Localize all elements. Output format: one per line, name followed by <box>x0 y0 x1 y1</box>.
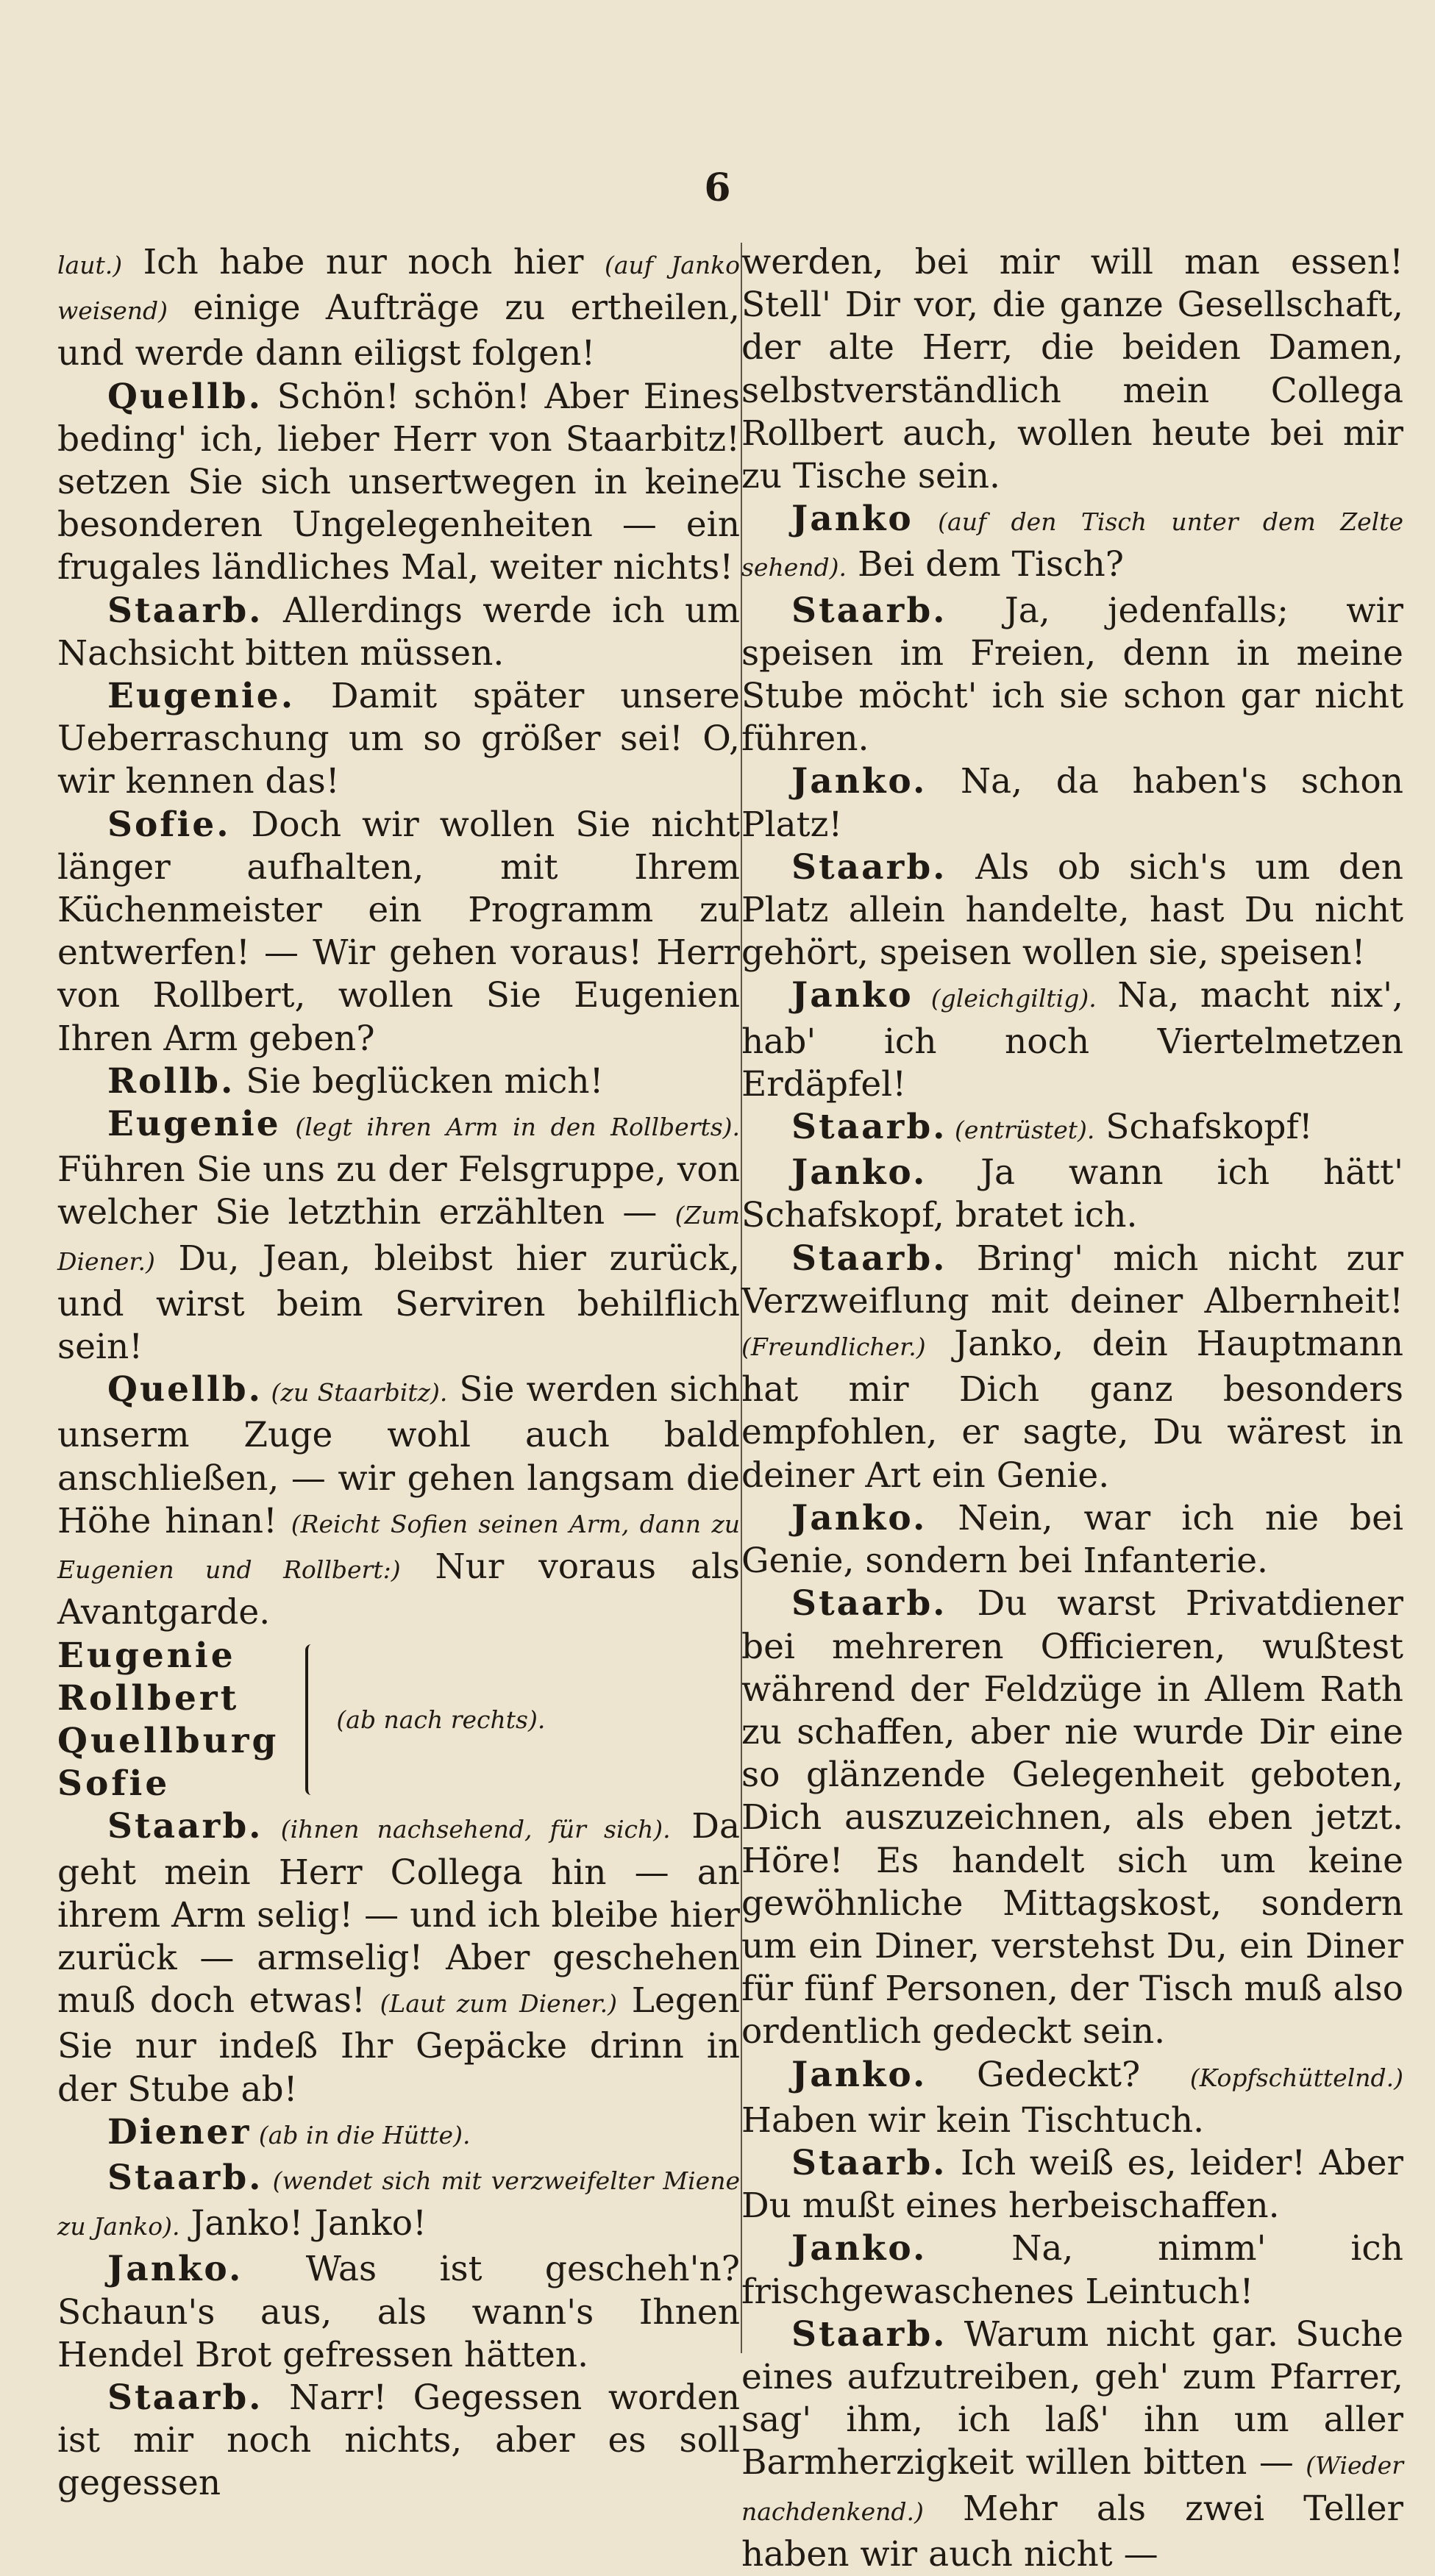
stage-direction: (ihnen nachsehend, für sich). <box>263 1815 671 1844</box>
stage-direction: (auf den Tisch unter dem Zelte sehend). <box>741 507 1403 582</box>
speaker-name: Staarb. <box>107 2377 263 2418</box>
stage-direction: (wendet sich mit verzweifelter Miene zu Janko). <box>57 2166 740 2241</box>
dialogue-paragraph <box>57 1103 740 1369</box>
dialogue-paragraph <box>741 241 1403 498</box>
speaker-name: Janko <box>791 975 914 1016</box>
stage-direction: (legt ihren Arm in den Rollberts). <box>280 1113 740 1142</box>
dialogue-text: Ich habe nur noch hier <box>122 242 605 282</box>
dialogue-text: Sie werden sich unserm Zuge wohl auch bald anschließen, — wir gehen langsam die Höhe hinan! <box>57 1369 740 1541</box>
speaker-name: Staarb. <box>791 1107 947 1148</box>
speaker-name: Eugenie <box>107 1104 281 1145</box>
dialogue-text: Damit später unsere Ueberraschung um so größer sei! O, wir kennen das! <box>57 676 740 802</box>
dialogue-text: Allerdings werde ich um Nachsicht bitten müssen. <box>57 590 740 674</box>
dialogue-paragraph <box>57 2111 740 2157</box>
speaker-name: Staarb. <box>107 590 263 631</box>
speaker-name: Quellb. <box>107 376 263 417</box>
dialogue-text: Du warst Privatdiener bei mehreren Officieren, wußtest während der Feldzüge in Allem Rath zu schaffen, aber nie wurde Dir eine so glänzende Gelegenheit geboten, Dich auszuzeichnen, als eben jetzt. Höre! Es handelt sich um keine gewöhnliche Mittagskost, sondern um ein Diner, verstehst Du, ein Diner für fünf Personen, der Tisch muß also ordentlich gedeckt sein. <box>741 1583 1403 2052</box>
dialogue-paragraph <box>741 760 1403 846</box>
dialogue-text: Nur voraus als Avantgarde. <box>57 1546 740 1633</box>
speaker-name: Rollb. <box>107 1060 235 1102</box>
cast-name: Sofie <box>57 1763 171 1805</box>
dialogue-paragraph <box>741 2227 1403 2313</box>
stage-direction: laut.) <box>57 251 123 279</box>
speaker-name: Staarb. <box>107 1806 263 1847</box>
speaker-name: Quellb. <box>107 1369 263 1410</box>
speaker-name: Janko. <box>791 2054 927 2095</box>
speaker-name: Staarb. <box>791 1238 947 1279</box>
dialogue-text: Haben wir kein Tischtuch. <box>741 2099 1205 2141</box>
exit-cast-list <box>57 1635 740 1806</box>
dialogue-text: Nein, war ich nie bei Genie, sondern bei Infanterie. <box>741 1497 1403 1582</box>
dialogue-text: Na, nimm' ich frischgewaschenes Leintuch! <box>741 2228 1403 2312</box>
dialogue-text: Führen Sie uns zu der Felsgruppe, von welcher Sie letzthin erzählten — <box>57 1149 740 1233</box>
dialogue-paragraph <box>57 2157 740 2248</box>
stage-direction: (ab in die Hütte). <box>251 2120 471 2149</box>
dialogue-text: Gedeckt? <box>927 2054 1190 2095</box>
dialogue-text: Warum nicht gar. Suche eines aufzutreiben, geh' zum Pfarrer, sag' ihm, ich laß' ihn um aller Barmherzigkeit willen bitten — <box>741 2313 1403 2483</box>
dialogue-paragraph <box>57 1369 740 1634</box>
dialogue-paragraph <box>741 2313 1403 2576</box>
speaker-name: Staarb. <box>791 1583 947 1624</box>
dialogue-paragraph <box>741 1238 1403 1497</box>
dialogue-text: Legen Sie nur indeß Ihr Gepäcke drinn in der Stube ab! <box>57 1980 740 2110</box>
dialogue-text: Schafskopf! <box>1094 1107 1313 1148</box>
dialogue-text: werden, bei mir will man essen! Stell' Dir vor, die ganze Gesellschaft, der alte Herr, die beiden Damen, selbstverständlich mein Collega Rollbert auch, wollen heute bei mir zu Tische sein. <box>741 242 1403 497</box>
dialogue-paragraph <box>57 2248 740 2377</box>
dialogue-paragraph <box>741 2054 1403 2142</box>
dialogue-text: Doch wir wollen Sie nicht länger aufhalten, mit Ihrem Küchenmeister ein Programm zu entwerfen! — Wir gehen voraus! Herr von Rollbert, wollen Sie Eugenien Ihren Arm geben? <box>57 804 740 1059</box>
stage-direction: (ab nach rechts). <box>336 1705 546 1734</box>
stage-direction: (Reicht Sofien seinen Arm, dann zu Eugenien und Rollbert:) <box>57 1509 741 1585</box>
speaker-name: Staarb. <box>791 2142 947 2183</box>
dialogue-paragraph <box>57 1805 740 2111</box>
stage-direction: (Freundlicher.) <box>741 1332 926 1362</box>
dialogue-text: Als ob sich's um den Platz allein handelte, hast Du nicht gehört, speisen wollen sie, speisen! <box>741 846 1403 974</box>
dialogue-paragraph <box>57 1060 740 1103</box>
dialogue-paragraph <box>57 590 740 675</box>
speaker-name: Staarb. <box>791 590 947 631</box>
speaker-name: Janko. <box>791 1497 927 1538</box>
speaker-name: Staarb. <box>107 2157 263 2198</box>
cast-name: Quellburg <box>57 1720 279 1761</box>
dialogue-text: Sie beglücken mich! <box>235 1060 604 1102</box>
stage-direction: (auf Janko weisend) <box>57 251 740 326</box>
speaker-name: Eugenie. <box>107 676 296 717</box>
speaker-name: Sofie. <box>107 804 231 845</box>
dialogue-paragraph <box>741 846 1403 975</box>
dialogue-paragraph <box>741 498 1403 589</box>
speaker-name: Staarb. <box>791 846 947 888</box>
dialogue-text: Na, macht nix', hab' ich noch Viertelmetzen Erdäpfel! <box>741 975 1403 1105</box>
dialogue-paragraph <box>741 1497 1403 1583</box>
stage-direction: (Kopfschüttelnd.) <box>1189 2063 1403 2092</box>
brace <box>305 1644 318 1795</box>
dialogue-paragraph <box>741 2142 1403 2227</box>
dialogue-text: Narr! Gegessen worden ist mir noch nichts, aber es soll gegessen <box>57 2377 740 2504</box>
right-column <box>741 241 1403 2576</box>
left-column <box>57 241 740 2505</box>
cast-names <box>57 1635 279 1806</box>
stage-direction: (zu Staarbitz). <box>262 1378 448 1407</box>
stage-direction: (gleichgiltig). <box>913 984 1097 1013</box>
speaker-name: Janko. <box>791 2228 927 2269</box>
dialogue-paragraph <box>741 590 1403 761</box>
speaker-name: Diener <box>107 2111 252 2152</box>
dialogue-text: Schön! schön! Aber Eines beding' ich, lieber Herr von Staarbitz! setzen Sie sich unsertwegen in keine besonderen Ungelegenheiten — ein frugales ländliches Mal, weiter nichts! <box>57 376 740 588</box>
speaker-name: Janko. <box>107 2249 243 2290</box>
dialogue-text: Was ist gescheh'n? Schaun's aus, als wann's Ihnen Hendel Brot gefressen hätten. <box>57 2249 740 2375</box>
speaker-name: Staarb. <box>791 2313 947 2355</box>
dialogue-paragraph <box>57 804 740 1060</box>
cast-name: Rollbert <box>57 1677 240 1719</box>
dialogue-paragraph <box>57 2377 740 2505</box>
dialogue-text: Da geht mein Herr Collega hin — an ihrem Arm selig! — und ich bleibe hier zurück — armselig! Aber geschehen muß doch etwas! <box>57 1806 740 2022</box>
stage-direction: (Wieder nachdenkend.) <box>741 2451 1403 2526</box>
dialogue-paragraph <box>57 675 740 804</box>
dialogue-paragraph <box>57 241 740 376</box>
dialogue-paragraph <box>741 1152 1403 1237</box>
dialogue-text: Mehr als zwei Teller haben wir auch nicht — <box>741 2488 1403 2575</box>
dialogue-paragraph <box>741 974 1403 1106</box>
stage-direction: (Zum Diener.) <box>57 1201 740 1276</box>
dialogue-text: Janko! Janko! <box>179 2203 427 2244</box>
dialogue-text: Na, da haben's schon Platz! <box>741 761 1403 845</box>
dialogue-text: Du, Jean, bleibst hier zurück, und wirst beim Serviren behilflich sein! <box>57 1238 740 1368</box>
dialogue-text: Bring' mich nicht zur Verzweiflung mit deiner Albernheit! <box>741 1238 1403 1321</box>
speaker-name: Janko. <box>791 1152 927 1194</box>
speaker-name: Janko <box>791 499 914 540</box>
dialogue-text: Janko, dein Hauptmann hat mir Dich ganz besonders empfohlen, er sagte, Du wärest in deiner Art ein Genie. <box>741 1324 1403 1496</box>
dialogue-text: Ich weiß es, leider! Aber Du mußt eines herbeischaffen. <box>741 2142 1403 2227</box>
stage-direction: (Laut zum Diener.) <box>380 1989 617 2019</box>
dialogue-text: Ja wann ich hätt' Schafskopf, bratet ich. <box>741 1152 1403 1236</box>
dialogue-paragraph <box>741 1583 1403 2053</box>
cast-name: Eugenie <box>57 1635 236 1676</box>
speaker-name: Janko. <box>791 761 927 802</box>
dialogue-paragraph <box>57 376 740 590</box>
dialogue-text: Bei dem Tisch? <box>847 544 1124 585</box>
dialogue-text: Ja, jedenfalls; wir speisen im Freien, denn in meine Stube möcht' ich sie schon gar nicht führen. <box>741 590 1403 760</box>
dialogue-text: einige Aufträge zu ertheilen, und werde dann eiligst folgen! <box>57 288 740 374</box>
stage-direction: (entrüstet). <box>947 1116 1095 1145</box>
page-number: 6 <box>704 165 731 210</box>
dialogue-paragraph <box>741 1106 1403 1152</box>
